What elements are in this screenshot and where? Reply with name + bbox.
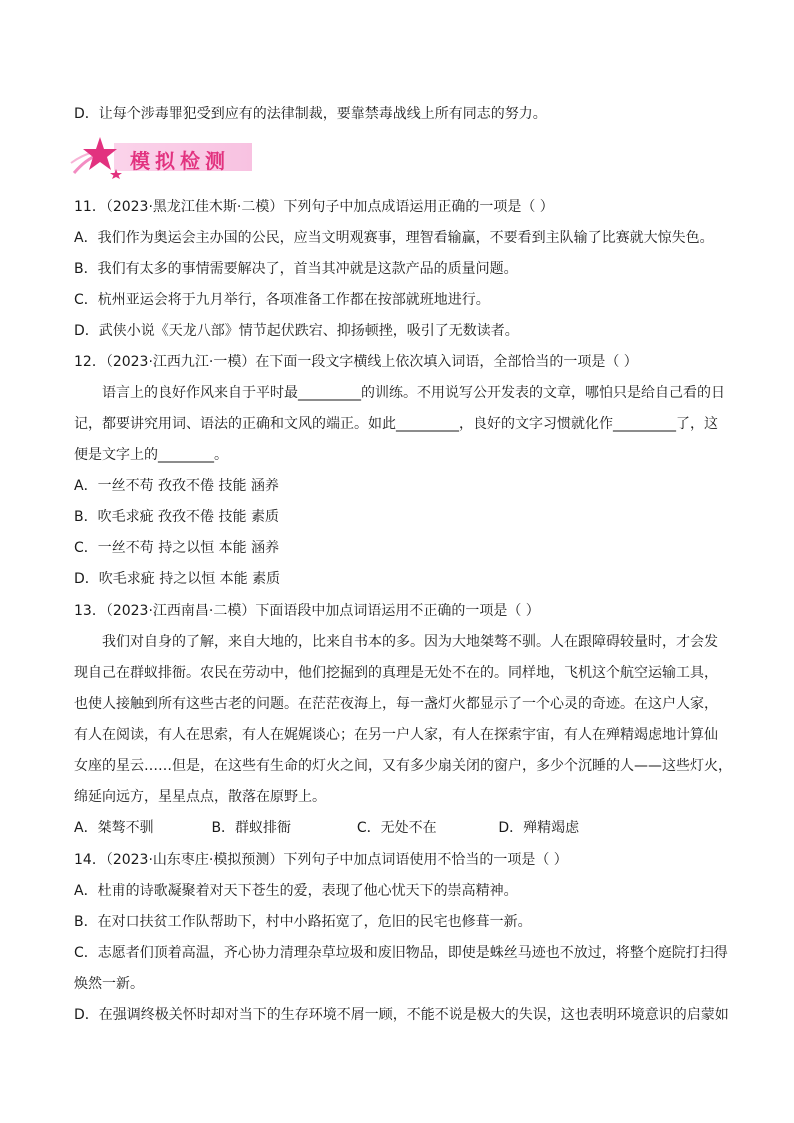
q14-option-d: D．在强调终极关怀时却对当下的生存环境不屑一顾，不能不说是极大的失误，这也表明环境意识的启蒙如 <box>74 1007 729 1023</box>
section-title: 模拟检测 <box>130 149 230 173</box>
q13-passage-line-3: 也使人接触到所有这些古老的问题。在茫茫夜海上，每一盏灯火都显示了一个心灵的奇迹。在这户人家， <box>74 696 718 712</box>
q12-option-c: C．一丝不苟 持之以恒 本能 涵养 <box>74 540 280 556</box>
q13-option-a: A．桀骜不驯 <box>74 820 154 836</box>
q13-options-row <box>74 818 579 838</box>
q13-option-d: D．殚精竭虑 <box>498 820 580 836</box>
q14-option-b: B．在对口扶贫工作队帮助下，村中小路拓宽了，危旧的民宅也修葺一新。 <box>74 914 532 930</box>
star-icon <box>66 133 126 179</box>
q13-passage-line-5: 女座的星云……但是，在这些有生命的灯火之间，又有多少扇关闭的窗户，多少个沉睡的人——这些灯火， <box>74 758 732 774</box>
q12-passage-line-2: 记，都要讲究用词、语法的正确和文风的端正。如此_________，良好的文字习惯就化作_________了，这 <box>74 416 718 432</box>
q14-stem: 14．（2023·山东枣庄·模拟预测）下列句子中加点词语使用不恰当的一项是（ ） <box>74 852 568 868</box>
q13-option-b: B．群蚁排衙 <box>211 820 292 836</box>
q12-stem: 12．（2023·江西九江·一模）在下面一段文字横线上依次填入词语，全部恰当的一项是（ ） <box>74 354 638 370</box>
q12-option-a: A．一丝不苟 孜孜不倦 技能 涵养 <box>74 478 279 494</box>
q12-option-b: B．吹毛求疵 孜孜不倦 技能 素质 <box>74 509 279 525</box>
q13-stem: 13．（2023·江西南昌·二模）下面语段中加点词语运用不正确的一项是（ ） <box>74 603 540 619</box>
q13-passage-line-2: 现自己在群蚁排衙。农民在劳动中，他们挖掘到的真理是无处不在的。同样地，飞机这个航空运输工具， <box>74 665 718 681</box>
q14-option-c-line-2: 焕然一新。 <box>74 976 144 992</box>
q11-option-c: C．杭州亚运会将于九月举行，各项准备工作都在按部就班地进行。 <box>74 292 490 308</box>
q11-option-d: D．武侠小说《天龙八部》情节起伏跌宕、抑扬顿挫，吸引了无数读者。 <box>74 323 519 339</box>
q13-passage-line-4: 有人在阅读，有人在思索，有人在娓娓谈心；在另一户人家，有人在探索宇宙，有人在殚精竭虑地计算仙 <box>74 727 718 743</box>
q14-option-a: A．杜甫的诗歌凝聚着对天下苍生的爱，表现了他心忧天下的崇高精神。 <box>74 883 518 899</box>
q12-passage-line-3: 便是文字上的________。 <box>74 447 228 463</box>
q12-option-d: D．吹毛求疵 持之以恒 本能 素质 <box>74 571 281 587</box>
q11-option-a: A．我们作为奥运会主办国的公民，应当文明观赛事，理智看输赢，不要看到主队输了比赛就大惊失色。 <box>74 230 714 246</box>
prev-question-option-d: D．让每个涉毒罪犯受到应有的法律制裁，要靠禁毒战线上所有同志的努力。 <box>74 106 547 122</box>
q12-passage-line-1: 语言上的良好作风来自于平时最_________的训练。不用说写公开发表的文章，哪怕只是给自己看的日 <box>102 385 725 401</box>
q11-stem: 11．（2023·黑龙江佳木斯·二模）下列句子中加点成语运用正确的一项是（ ） <box>74 199 554 215</box>
q13-passage-line-1: 我们对自身的了解，来自大地的，比来自书本的多。因为大地桀骜不驯。人在跟障碍较量时，才会发 <box>102 634 718 650</box>
q13-option-c: C．无处不在 <box>356 820 437 836</box>
q13-passage-line-6: 绵延向远方，星星点点，散落在原野上。 <box>74 789 326 805</box>
q11-option-b: B．我们有太多的事情需要解决了，首当其冲就是这款产品的质量问题。 <box>74 261 518 277</box>
section-banner <box>66 133 251 179</box>
q14-option-c-line-1: C．志愿者们顶着高温，齐心协力清理杂草垃圾和废旧物品，即使是蛛丝马迹也不放过，将整个庭院打扫得 <box>74 945 728 961</box>
